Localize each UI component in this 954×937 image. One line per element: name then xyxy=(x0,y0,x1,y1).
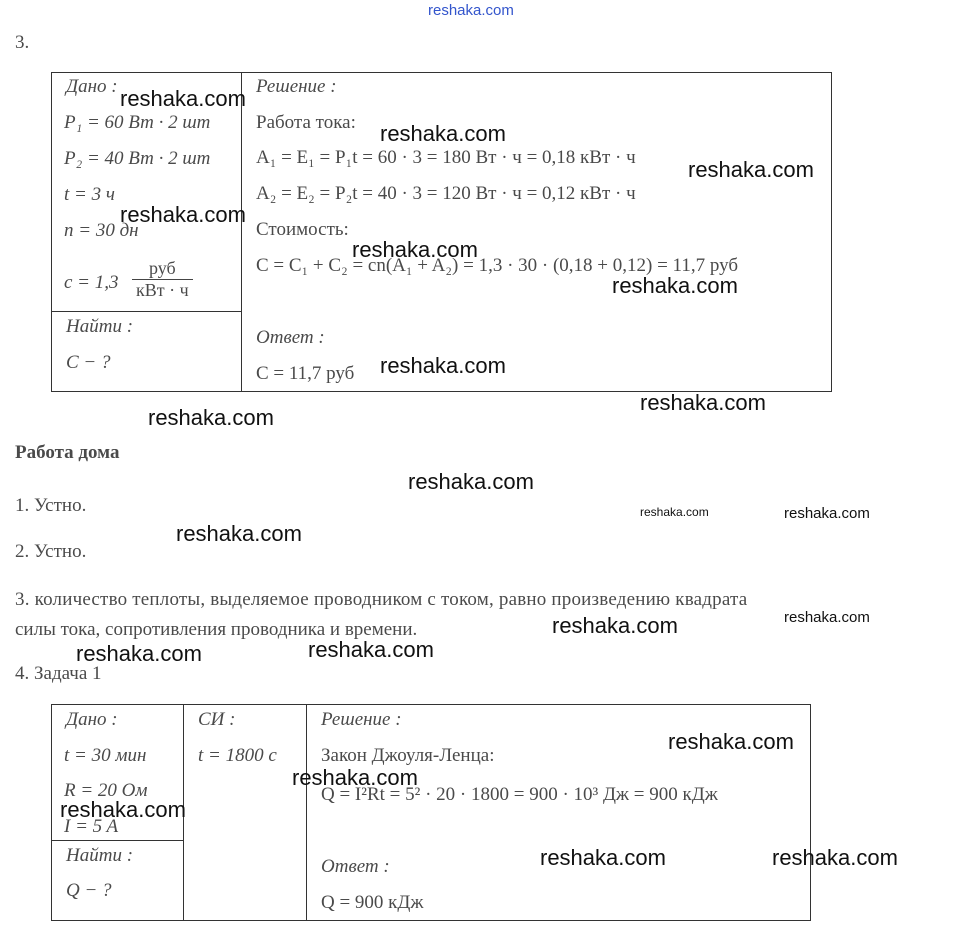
task4-si: t = 1800 с xyxy=(198,745,277,766)
task4-find: Q − ? xyxy=(66,880,112,901)
task3-answer: C = 11,7 руб xyxy=(256,363,355,384)
task3-c-fraction xyxy=(132,258,193,301)
task4-given-divider xyxy=(51,840,183,841)
task4-given-label: Дано : xyxy=(66,709,118,730)
task4-given-t: t = 30 мин xyxy=(64,745,147,766)
task3-find-label: Найти : xyxy=(66,316,134,337)
task3-number: 3. xyxy=(15,32,30,53)
watermark: reshaka.com xyxy=(640,505,709,519)
task3-given-p2: P₂ = 40 Вт · 2 шт xyxy=(64,148,211,169)
task3-answer-label: Ответ : xyxy=(256,327,325,348)
task4-given-r: R = 20 Ом xyxy=(64,780,148,801)
watermark: reshaka.com xyxy=(784,505,870,522)
task4-law-label: Закон Джоуля-Ленца: xyxy=(321,745,495,766)
watermark: reshaka.com xyxy=(552,613,678,638)
task3-c-den: кВт · ч xyxy=(136,280,189,300)
watermark: reshaka.com xyxy=(688,157,814,182)
watermark-top: reshaka.com xyxy=(428,2,514,19)
task3-given-c: c = 1,3 xyxy=(64,272,119,293)
watermark: reshaka.com xyxy=(120,86,246,111)
task3-c-num: руб xyxy=(132,258,193,280)
watermark: reshaka.com xyxy=(148,405,274,430)
task4-find-label: Найти : xyxy=(66,845,134,866)
watermark: reshaka.com xyxy=(772,845,898,870)
homework-item1: 1. Устно. xyxy=(15,495,87,516)
task3-given-p1: P₁ = 60 Вт · 2 шт xyxy=(64,112,211,133)
task3-cost: C = C₁ + C₂ = cn(A₁ + A₂) = 1,3 · 30 · (0,18 + 0,12) = 11,7 руб xyxy=(256,255,739,276)
task3-find: C − ? xyxy=(66,352,111,373)
watermark: reshaka.com xyxy=(784,609,870,626)
watermark: reshaka.com xyxy=(308,637,434,662)
watermark: reshaka.com xyxy=(60,797,186,822)
watermark: reshaka.com xyxy=(292,765,418,790)
watermark: reshaka.com xyxy=(668,729,794,754)
watermark: reshaka.com xyxy=(408,469,534,494)
task4-formula: Q = I²Rt = 5² · 20 · 1800 = 900 · 10³ Дж = 900 кДж xyxy=(321,784,718,805)
task3-given-t: t = 3 ч xyxy=(64,184,115,205)
task3-given-divider xyxy=(51,311,241,312)
watermark: reshaka.com xyxy=(176,521,302,546)
watermark: reshaka.com xyxy=(612,273,738,298)
task4-answer: Q = 900 кДж xyxy=(321,892,424,913)
task3-work-label: Работа тока: xyxy=(256,112,356,133)
task4-solution-label: Решение : xyxy=(321,709,402,730)
watermark: reshaka.com xyxy=(352,237,478,262)
homework-title: Работа дома xyxy=(15,442,120,463)
homework-item4: 4. Задача 1 xyxy=(15,663,102,684)
task3-solution-label: Решение : xyxy=(256,76,337,97)
homework-item3-line1: 3. количество теплоты, выделяемое проводником с током, равно произведению квадрата xyxy=(15,589,748,610)
homework-item2: 2. Устно. xyxy=(15,541,87,562)
homework-item3-line2: силы тока, сопротивления проводника и времени. xyxy=(15,619,418,640)
task4-divider-2 xyxy=(306,704,307,921)
task3-a2: A₂ = E₂ = P₂t = 40 · 3 = 120 Вт · ч = 0,12 кВт · ч xyxy=(256,183,636,204)
watermark: reshaka.com xyxy=(380,121,506,146)
watermark: reshaka.com xyxy=(120,202,246,227)
task3-divider xyxy=(241,72,242,392)
watermark: reshaka.com xyxy=(380,353,506,378)
watermark: reshaka.com xyxy=(76,641,202,666)
task3-cost-label: Стоимость: xyxy=(256,219,349,240)
watermark: reshaka.com xyxy=(640,390,766,415)
watermark: reshaka.com xyxy=(540,845,666,870)
task4-given-i: I = 5 A xyxy=(64,816,119,837)
task3-given-label: Дано : xyxy=(66,76,118,97)
task3-a1: A₁ = E₁ = P₁t = 60 · 3 = 180 Вт · ч = 0,18 кВт · ч xyxy=(256,147,636,168)
task4-answer-label: Ответ : xyxy=(321,856,390,877)
task3-given-n: n = 30 дн xyxy=(64,220,139,241)
task4-si-label: СИ : xyxy=(198,709,236,730)
